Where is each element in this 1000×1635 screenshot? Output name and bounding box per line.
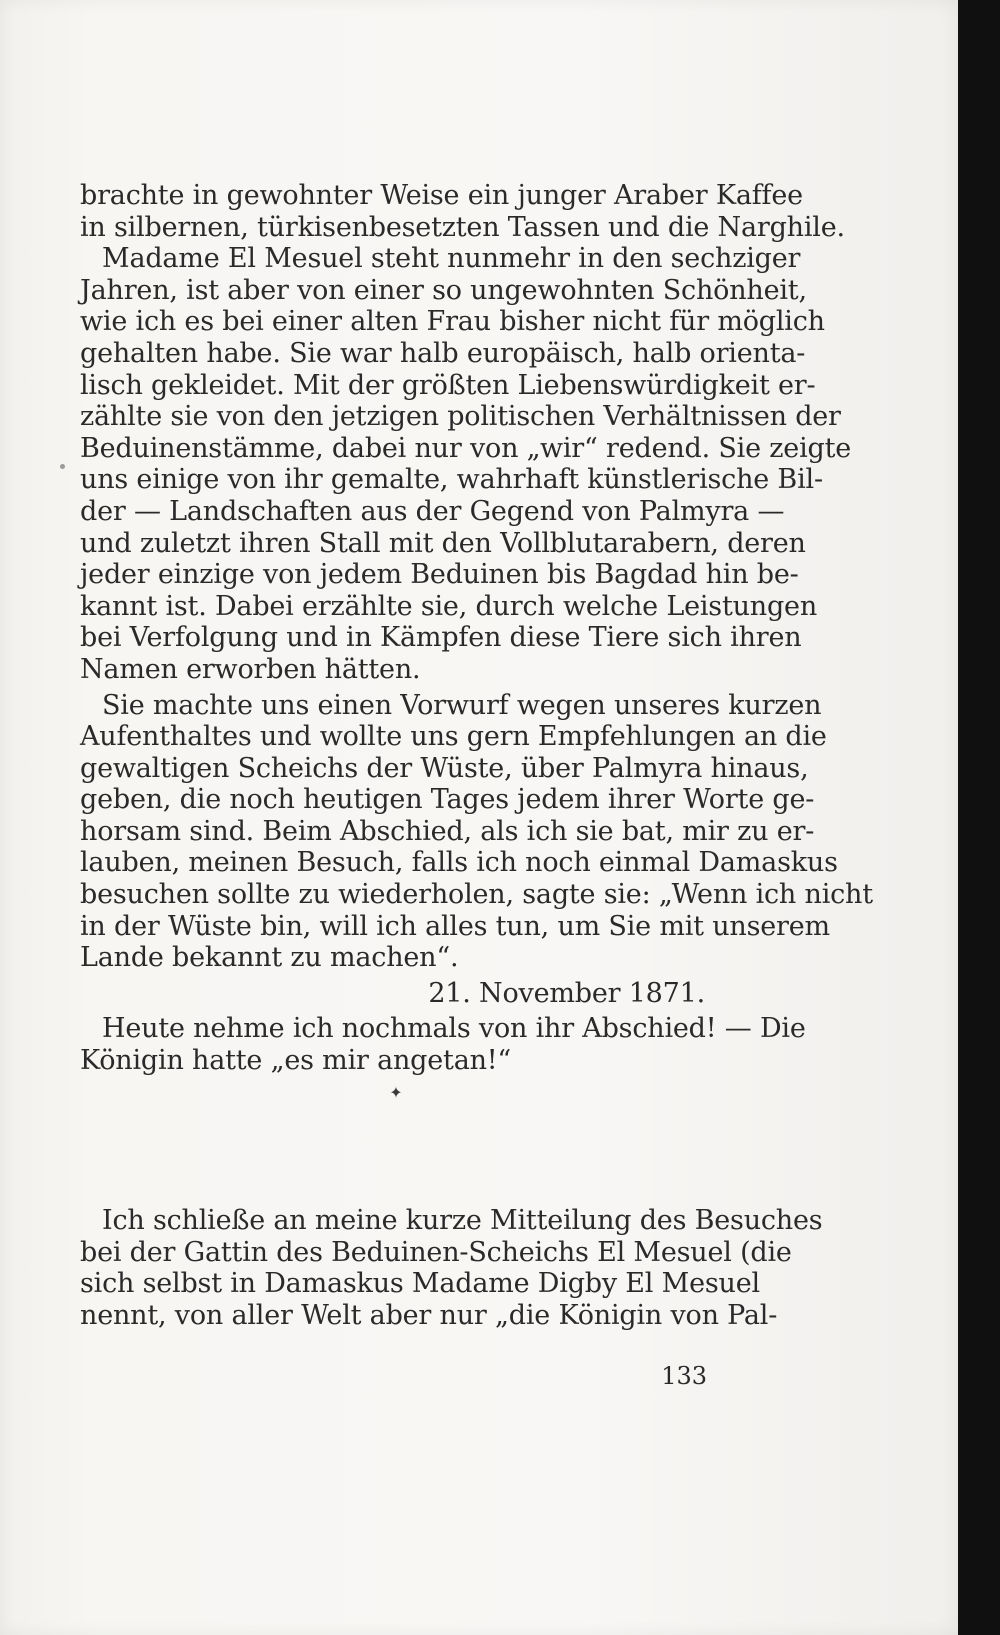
text-line: Heute nehme ich nochmals von ihr Abschied! — Die	[102, 1013, 806, 1045]
text-line: in silbernen, türkisenbesetzten Tassen und die Narghile.	[80, 211, 845, 243]
section-ornament-icon: ✦	[389, 1083, 403, 1102]
text-line: besuchen sollte zu wiederholen, sagte sie: „Wenn ich nicht	[80, 879, 873, 911]
diary-date: 21. November 1871.	[428, 977, 705, 1009]
main-text-block	[80, 180, 873, 1077]
text-line: Madame El Mesuel steht nunmehr in den sechziger	[102, 243, 801, 275]
paragraph-1	[80, 180, 845, 243]
text-line: Namen erworben hätten.	[80, 653, 421, 685]
text-line: horsam sind. Beim Abschied, als ich sie bat, mir zu er-	[80, 815, 815, 847]
text-line: kannt ist. Dabei erzählte sie, durch welche Leistungen	[80, 590, 818, 622]
paragraph-5	[80, 1205, 823, 1331]
scan-border	[958, 0, 1000, 1635]
margin-mark	[60, 464, 65, 469]
text-line: Aufenthaltes und wollte uns gern Empfehlungen an die	[80, 721, 827, 753]
text-line: in der Wüste bin, will ich alles tun, um Sie mit unserem	[80, 910, 830, 942]
text-line: gehalten habe. Sie war halb europäisch, halb orienta-	[80, 337, 806, 369]
text-line: gewaltigen Scheichs der Wüste, über Palmyra hinaus,	[80, 752, 809, 784]
text-line: brachte in gewohnter Weise ein junger Araber Kaffee	[80, 180, 803, 211]
text-line: bei der Gattin des Beduinen-Scheichs El Mesuel (die	[80, 1236, 792, 1268]
text-line: bei Verfolgung und in Kämpfen diese Tiere sich ihren	[80, 622, 802, 654]
text-line: der — Landschaften aus der Gegend von Palmyra —	[80, 495, 785, 527]
text-line: und zuletzt ihren Stall mit den Vollblutarabern, deren	[80, 527, 806, 559]
text-line: lauben, meinen Besuch, falls ich noch einmal Damaskus	[80, 847, 838, 879]
text-line: sich selbst in Damaskus Madame Digby El Mesuel	[80, 1268, 760, 1300]
text-line: lisch gekleidet. Mit der größten Liebenswürdigkeit er-	[80, 369, 816, 401]
text-line: Ich schließe an meine kurze Mitteilung des Besuches	[102, 1205, 823, 1236]
paragraph-3	[80, 689, 873, 974]
text-line: Lande bekannt zu machen“.	[80, 942, 459, 974]
paragraph-2	[80, 243, 852, 685]
text-line: uns einige von ihr gemalte, wahrhaft künstlerische Bil-	[80, 464, 823, 496]
text-line: Beduinenstämme, dabei nur von „wir“ redend. Sie zeigte	[80, 432, 852, 464]
text-line: Jahren, ist aber von einer so ungewohnten Schönheit,	[80, 274, 807, 306]
text-line: wie ich es bei einer alten Frau bisher nicht für möglich	[80, 306, 825, 338]
page-number: 133	[661, 1362, 707, 1390]
text-line: zählte sie von den jetzigen politischen Verhältnissen der	[80, 401, 841, 433]
text-line: nennt, von aller Welt aber nur „die Königin von Pal-	[80, 1299, 778, 1331]
paragraph-4	[80, 1013, 806, 1077]
text-line: Königin hatte „es mir angetan!“	[80, 1045, 512, 1077]
text-line: jeder einzige von jedem Beduinen bis Bagdad hin be-	[80, 559, 799, 591]
text-line: Sie machte uns einen Vorwurf wegen unseres kurzen	[102, 689, 822, 721]
text-line: geben, die noch heutigen Tages jedem ihrer Worte ge-	[80, 784, 815, 816]
